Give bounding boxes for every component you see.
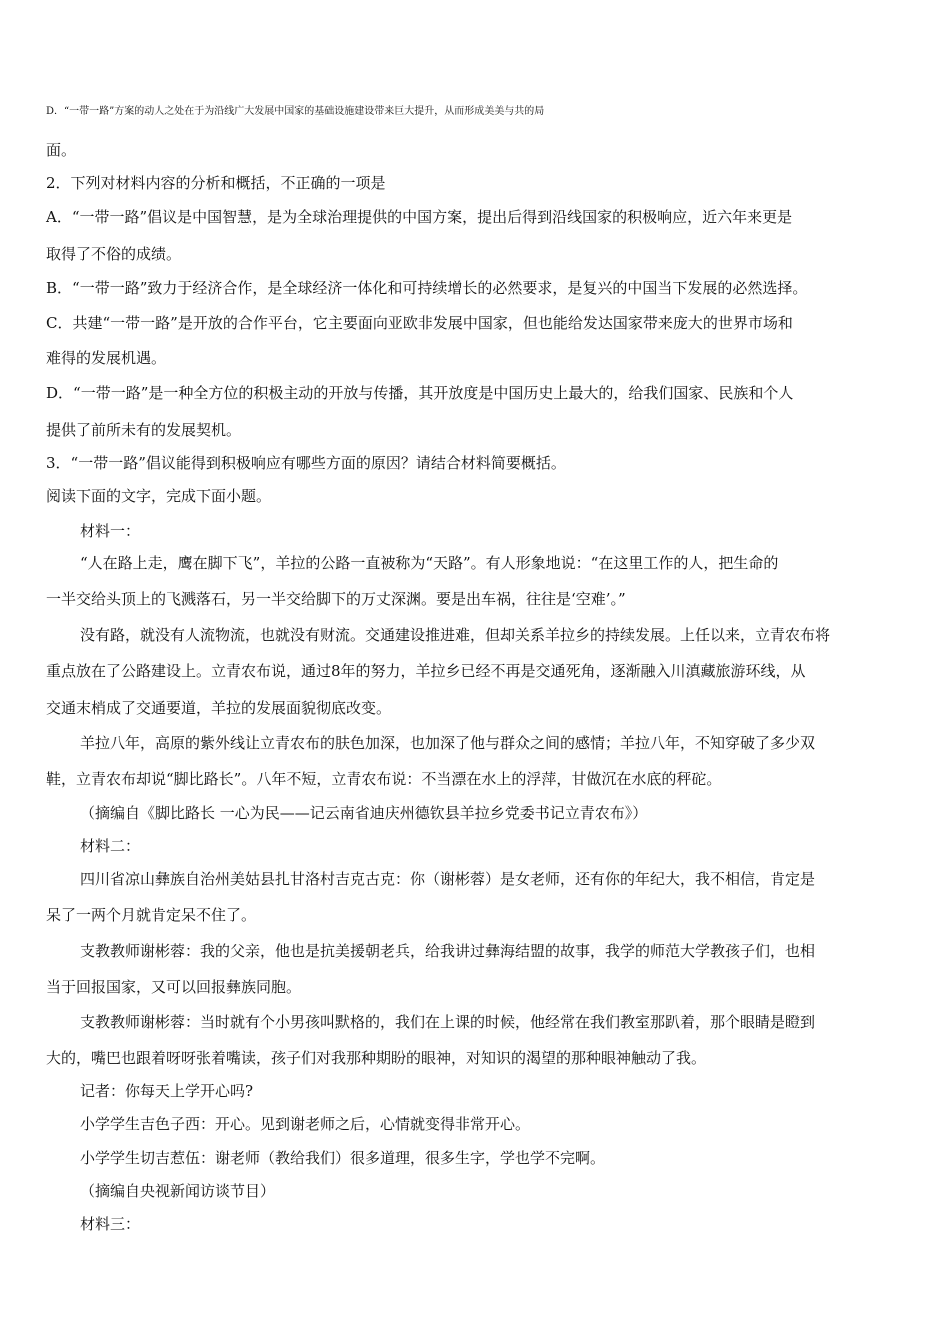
option-b-line: B．“一带一路”致力于经济合作，是全球经济一体化和可持续增长的必然要求，是复兴的中国当下发展的必然选择。 (46, 279, 808, 297)
material-2-heading: 材料二： (80, 837, 141, 855)
material-1-p2-line-1: 没有路，就没有人流物流，也就没有财流。交通建设推进难，但却关系羊拉乡的持续发展。上任以来，立青农布将 (80, 626, 831, 644)
option-d2-line-2: 提供了前所未有的发展契机。 (46, 421, 242, 439)
material-2-student-2: 小学学生切吉惹伍：谢老师（教给我们）很多道理，很多生字，学也学不完啊。 (80, 1149, 606, 1167)
option-d-line-2: 面。 (46, 141, 77, 159)
question-2-stem: 2．下列对材料内容的分析和概括，不正确的一项是 (46, 174, 386, 192)
material-2-reporter: 记者：你每天上学开心吗? (80, 1082, 254, 1100)
material-1-p2-line-2: 重点放在了公路建设上。立青农布说，通过8年的努力，羊拉乡已经不再是交通死角，逐渐融入川滇藏旅游环线，从 (46, 662, 806, 680)
option-a-line-2: 取得了不俗的成绩。 (46, 245, 182, 263)
option-d-line-1: D．“一带一路”方案的动人之处在于为沿线广大发展中国家的基础设施建设带来巨大提升，从而形成美美与共的局 (46, 106, 545, 117)
material-1-source: （摘编自《脚比路长 一心为民——记云南省迪庆州德钦县羊拉乡党委书记立青农布》） (80, 804, 648, 822)
option-c-line-2: 难得的发展机遇。 (46, 349, 167, 367)
option-d2-line-1: D．“一带一路”是一种全方位的积极主动的开放与传播，其开放度是中国历史上最大的，给我们国家、民族和个人 (46, 384, 794, 402)
material-2-p1-line-1: 四川省凉山彝族自治州美姑县扎甘洛村吉克古克：你（谢彬蓉）是女老师，还有你的年纪大，我不相信，肯定是 (80, 870, 816, 888)
material-1-p1-line-2: 一半交给头顶上的飞溅落石，另一半交给脚下的万丈深渊。要是出车祸，往往是‘空难’。” (46, 590, 626, 608)
material-1-p1-line-1: “人在路上走，鹰在脚下飞”，羊拉的公路一直被称为“天路”。有人形象地说：“在这里工作的人，把生命的 (80, 554, 779, 572)
question-3-stem: 3．“一带一路”倡议能得到积极响应有哪些方面的原因？请结合材料简要概括。 (46, 454, 566, 472)
material-2-p2-line-1: 支教教师谢彬蓉：我的父亲，他也是抗美援朝老兵，给我讲过彝海结盟的故事，我学的师范大学教孩子们，也相 (80, 942, 816, 960)
material-1-heading: 材料一： (80, 522, 141, 540)
material-1-p3-line-1: 羊拉八年，高原的紫外线让立青农布的肤色加深，也加深了他与群众之间的感情；羊拉八年，不知穿破了多少双 (80, 734, 816, 752)
material-3-heading: 材料三： (80, 1215, 141, 1233)
material-2-source: （摘编自央视新闻访谈节目） (80, 1182, 276, 1200)
option-c-line-1: C．共建“一带一路”是开放的合作平台，它主要面向亚欧非发展中国家，但也能给发达国家带来庞大的世界市场和 (46, 314, 793, 332)
material-2-p3-line-1: 支教教师谢彬蓉：当时就有个小男孩叫默格的，我们在上课的时候，他经常在我们教室那趴着，那个眼睛是瞪到 (80, 1013, 816, 1031)
reading-instruction: 阅读下面的文字，完成下面小题。 (46, 487, 272, 505)
material-2-p2-line-2: 当于回报国家，又可以回报彝族同胞。 (46, 978, 302, 996)
material-2-p1-line-2: 呆了一两个月就肯定呆不住了。 (46, 906, 257, 924)
material-1-p2-line-3: 交通末梢成了交通要道，羊拉的发展面貌彻底改变。 (46, 699, 392, 717)
material-1-p3-line-2: 鞋，立青农布却说“脚比路长”。八年不短，立青农布说：不当漂在水上的浮萍，甘做沉在水底的秤砣。 (46, 770, 722, 788)
option-a-line-1: A．“一带一路”倡议是中国智慧，是为全球治理提供的中国方案，提出后得到沿线国家的积极响应，近六年来更是 (46, 208, 793, 226)
material-2-p3-line-2: 大的，嘴巴也跟着呀呀张着嘴读，孩子们对我那种期盼的眼神，对知识的渴望的那种眼神触动了我。 (46, 1049, 707, 1067)
material-2-student-1: 小学学生吉色子西：开心。见到谢老师之后，心情就变得非常开心。 (80, 1115, 531, 1133)
